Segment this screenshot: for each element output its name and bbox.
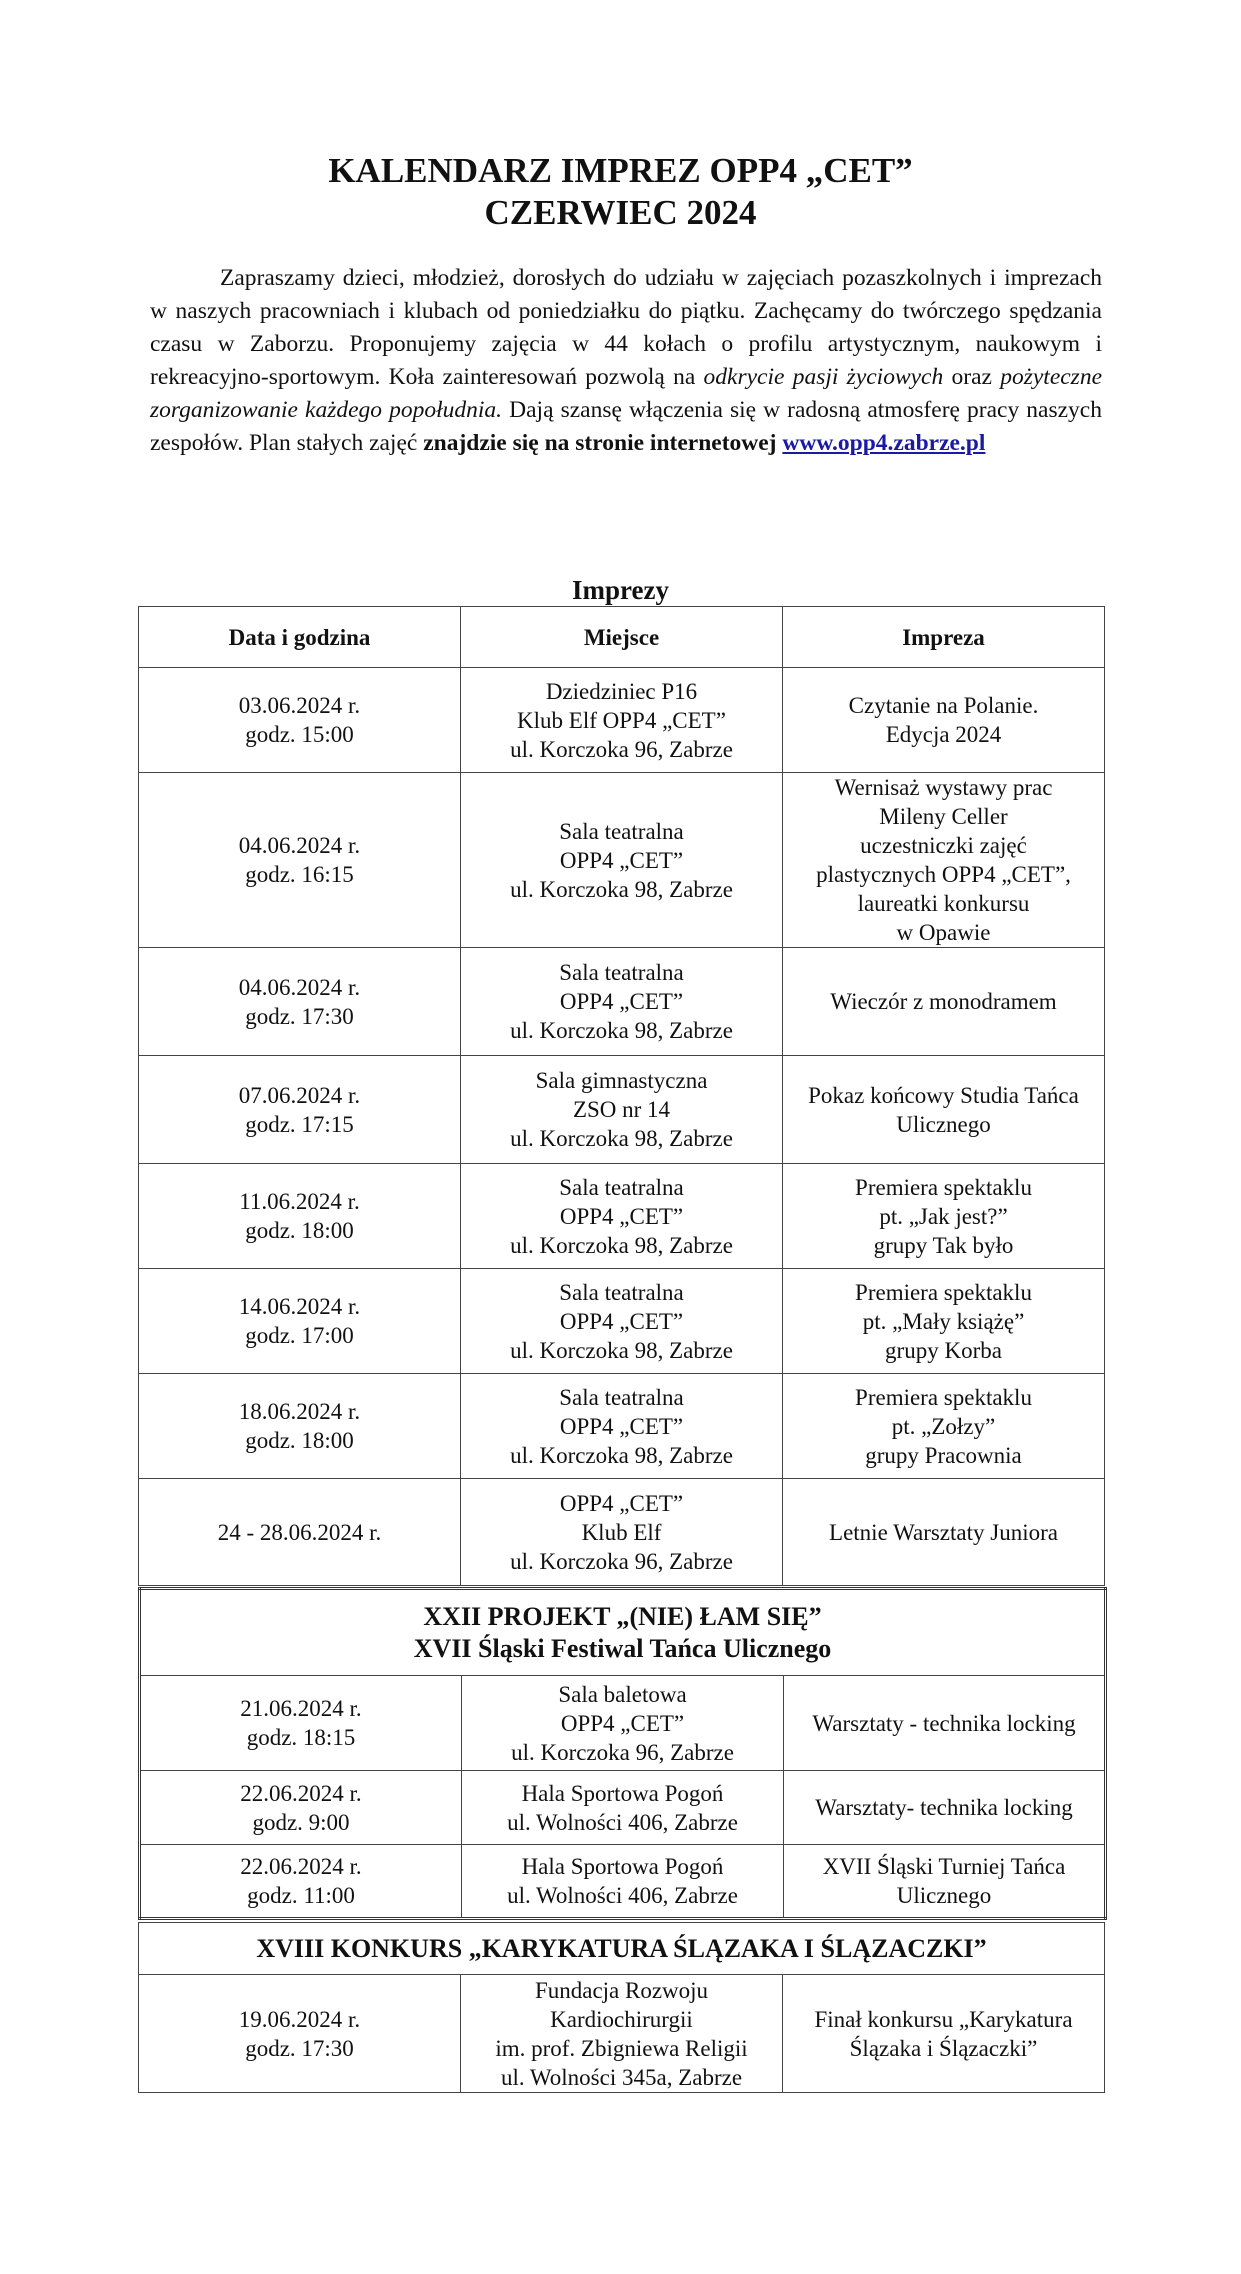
- project-table: [138, 1587, 1107, 1920]
- date-cell-line: 18.06.2024 r.: [238, 1399, 361, 1424]
- date-cell-line: godz. 18:15: [246, 1725, 356, 1750]
- events-table-body: [139, 668, 1105, 1586]
- place-cell-line: ul. Korczoka 96, Zabrze: [511, 1739, 734, 1765]
- event-cell-line: Pokaz końcowy Studia Tańca: [808, 1082, 1079, 1108]
- event-cell-line: Premiera spektaklu: [855, 1174, 1032, 1200]
- place-cell-line: ul. Wolności 406, Zabrze: [507, 1883, 738, 1908]
- place-cell: [461, 948, 783, 1056]
- table-row: [139, 1164, 1105, 1269]
- date-cell-line: 22.06.2024 r.: [240, 1780, 362, 1806]
- place-cell-line: OPP4 „CET”: [559, 1203, 684, 1229]
- place-cell-line: ul. Korczoka 98, Zabrze: [510, 1018, 733, 1043]
- place-cell: [462, 1676, 784, 1771]
- contest-table-body: [139, 1923, 1105, 2093]
- place-cell-line: Hala Sportowa Pogoń: [521, 1780, 724, 1806]
- intro-bold: znajdzie się na stronie internetowej: [423, 430, 777, 456]
- place-cell-line: Dziedziniec P16: [545, 678, 698, 704]
- place-cell-line: Sala gimnastyczna: [535, 1068, 708, 1093]
- table-row: [139, 1374, 1105, 1479]
- event-cell-line: Premiera spektaklu: [855, 1279, 1032, 1305]
- event-cell-line: Mileny Celler: [879, 804, 1008, 829]
- date-cell: [140, 1676, 462, 1771]
- date-cell-line: 03.06.2024 r.: [238, 693, 361, 718]
- date-cell-line: godz. 18:00: [245, 1428, 354, 1453]
- place-cell-line: Sala teatralna: [559, 960, 684, 985]
- event-cell: [783, 1374, 1105, 1479]
- date-cell-line: godz. 16:15: [245, 862, 354, 887]
- event-cell-line: pt. „Mały książę”: [862, 1308, 1025, 1334]
- date-cell: [139, 773, 461, 948]
- place-cell-line: OPP4 „CET”: [559, 1308, 684, 1334]
- place-cell-line: OPP4 „CET”: [559, 1413, 684, 1439]
- date-cell: [139, 1056, 461, 1164]
- place-cell-line: Sala teatralna: [559, 1174, 684, 1200]
- date-cell-line: godz. 18:00: [245, 1218, 354, 1243]
- event-cell-line: pt. „Jak jest?”: [879, 1203, 1008, 1229]
- table-row: [140, 1676, 1106, 1771]
- event-cell: [783, 1975, 1105, 2093]
- intro-paragraph: [150, 262, 1102, 460]
- events-table: [138, 606, 1105, 1586]
- date-cell-line: godz. 17:30: [245, 1003, 354, 1029]
- table-row: [139, 1056, 1105, 1164]
- place-cell-line: ul. Korczoka 98, Zabrze: [510, 1126, 733, 1151]
- place-cell-line: Sala teatralna: [559, 1279, 684, 1305]
- place-cell-line: OPP4 „CET”: [559, 847, 684, 873]
- place-cell-line: OPP4 „CET”: [559, 989, 684, 1014]
- event-cell-line: Wieczór z monodramem: [830, 989, 1057, 1014]
- date-cell: [140, 1771, 462, 1845]
- column-header: Miejsce: [461, 607, 783, 668]
- table-row: [140, 1845, 1106, 1919]
- event-cell: [783, 668, 1105, 773]
- event-cell: [783, 1479, 1105, 1586]
- place-cell-line: OPP4 „CET”: [560, 1710, 685, 1736]
- table-row: [139, 1479, 1105, 1586]
- place-cell: [461, 773, 783, 948]
- place-cell: [462, 1771, 784, 1845]
- date-cell: [139, 1164, 461, 1269]
- event-cell-line: grupy Pracownia: [865, 1442, 1022, 1468]
- event-cell-line: uczestniczki zajęć: [860, 833, 1027, 858]
- place-cell-line: ul. Korczoka 96, Zabrze: [510, 1548, 733, 1574]
- place-cell: [461, 1374, 783, 1479]
- intro-italic: odkrycie pasji życiowych: [703, 364, 944, 390]
- place-cell-line: Sala teatralna: [559, 1384, 684, 1410]
- event-cell-line: Wernisaż wystawy prac: [834, 775, 1053, 800]
- place-cell: [461, 668, 783, 773]
- place-cell-line: ul. Wolności 406, Zabrze: [507, 1809, 738, 1835]
- table-row: [139, 1269, 1105, 1374]
- website-link[interactable]: www.opp4.zabrze.pl: [782, 430, 986, 456]
- project-title-line: XXII PROJEKT „(NIE) ŁAM SIĘ”: [423, 1601, 822, 1631]
- event-cell: [784, 1845, 1106, 1919]
- project-subtitle-line: XVII Śląski Festiwal Tańca Ulicznego: [413, 1633, 832, 1663]
- place-cell-line: ul. Korczoka 96, Zabrze: [510, 736, 733, 762]
- event-cell-line: Edycja 2024: [885, 722, 1002, 747]
- event-cell-line: Letnie Warsztaty Juniora: [829, 1519, 1058, 1545]
- date-cell: [139, 1479, 461, 1586]
- table-row: [140, 1771, 1106, 1845]
- event-cell-line: Ulicznego: [896, 1883, 992, 1908]
- date-cell-line: godz. 15:00: [245, 722, 354, 747]
- project-title: [140, 1589, 1106, 1676]
- intro-text: Zapraszamy dzieci, młodzież, dorosłych do udziału w zajęciach pozaszkolnych i imprezach w naszych pracowniach i klubach od poniedziałku do piątku. Zachęcamy do twórczego spędzania czasu w Zaborzu. Proponujemy zajęcia w 44 kołach o profilu artystycznym, naukowym i rekreacyjno-sportowym. Koła zainteresowań pozwolą na: [150, 265, 1102, 390]
- date-cell-line: 11.06.2024 r.: [239, 1189, 360, 1214]
- contest-table: [138, 1922, 1105, 2093]
- column-header: Impreza: [783, 607, 1105, 668]
- date-cell-line: godz. 17:30: [245, 2035, 354, 2061]
- event-cell-line: Finał konkursu „Karykatura: [814, 2006, 1073, 2032]
- place-cell-line: ul. Korczoka 98, Zabrze: [510, 1232, 733, 1258]
- place-cell-line: Hala Sportowa Pogoń: [521, 1854, 724, 1879]
- place-cell-line: ul. Korczoka 98, Zabrze: [510, 1442, 733, 1468]
- intro-text: oraz: [943, 364, 1001, 390]
- event-cell-line: grupy Tak było: [873, 1232, 1014, 1258]
- event-cell-line: Premiera spektaklu: [855, 1384, 1032, 1410]
- place-cell: [461, 1269, 783, 1374]
- place-cell-line: Sala baletowa: [558, 1681, 687, 1707]
- place-cell-line: Sala teatralna: [559, 818, 684, 844]
- date-cell: [139, 1975, 461, 2093]
- event-cell-line: Ulicznego: [896, 1111, 991, 1137]
- event-cell-line: plastycznych OPP4 „CET”,: [816, 862, 1071, 887]
- date-cell-line: godz. 17:00: [245, 1323, 354, 1348]
- event-cell: [784, 1676, 1106, 1771]
- intro-italic: pożyteczne zorganizowanie każdego popołudnia.: [150, 364, 1103, 423]
- page-subtitle: CZERWIEC 2024: [484, 193, 757, 232]
- event-cell: [783, 773, 1105, 948]
- table-caption: Imprezy: [572, 575, 669, 605]
- place-cell-line: OPP4 „CET”: [559, 1490, 684, 1516]
- event-cell: [783, 948, 1105, 1056]
- date-cell: [139, 668, 461, 773]
- event-cell-line: w Opawie: [896, 920, 991, 945]
- date-cell-line: 14.06.2024 r.: [238, 1294, 361, 1319]
- page-title: KALENDARZ IMPREZ OPP4 „CET”: [328, 151, 913, 190]
- date-cell-line: godz. 11:00: [247, 1883, 355, 1908]
- date-cell-line: godz. 17:15: [245, 1111, 354, 1137]
- place-cell-line: ul. Korczoka 98, Zabrze: [510, 876, 733, 902]
- place-cell: [462, 1845, 784, 1919]
- date-cell-line: 07.06.2024 r.: [238, 1082, 361, 1108]
- event-cell: [784, 1771, 1106, 1845]
- date-cell-line: 04.06.2024 r.: [238, 833, 361, 858]
- date-cell-line: godz. 9:00: [252, 1809, 350, 1835]
- place-cell-line: im. prof. Zbigniewa Religii: [495, 2035, 748, 2061]
- event-cell-line: Warsztaty- technika locking: [815, 1795, 1073, 1820]
- date-cell: [139, 1374, 461, 1479]
- table-row: [139, 1975, 1105, 2093]
- event-cell-line: laureatki konkursu: [857, 891, 1030, 916]
- place-cell-line: ZSO nr 14: [572, 1097, 671, 1122]
- event-cell-line: Ślązaka i Ślązaczki”: [849, 2035, 1038, 2061]
- place-cell-line: Klub Elf: [581, 1519, 662, 1545]
- contest-title: XVIII KONKURS „KARYKATURA ŚLĄZAKA I ŚLĄZACZKI”: [139, 1923, 1105, 1975]
- section-header-row: [140, 1589, 1106, 1676]
- place-cell-line: Kardiochirurgii: [550, 2006, 693, 2032]
- event-cell-line: Warsztaty - technika locking: [812, 1710, 1076, 1736]
- place-cell: [461, 1975, 783, 2093]
- date-cell-line: 24 - 28.06.2024 r.: [217, 1519, 382, 1545]
- date-cell: [139, 1269, 461, 1374]
- place-cell: [461, 1479, 783, 1586]
- table-row: [139, 773, 1105, 948]
- event-cell-line: grupy Korba: [885, 1337, 1002, 1363]
- place-cell-line: Klub Elf OPP4 „CET”: [517, 707, 726, 733]
- event-cell: [783, 1269, 1105, 1374]
- date-cell: [140, 1845, 462, 1919]
- date-cell-line: 19.06.2024 r.: [238, 2006, 361, 2032]
- place-cell-line: ul. Korczoka 98, Zabrze: [510, 1337, 733, 1363]
- event-cell-line: pt. „Zołzy”: [891, 1413, 996, 1439]
- table-header-row: [139, 607, 1105, 668]
- place-cell-line: Fundacja Rozwoju: [534, 1977, 709, 2003]
- event-cell-line: Czytanie na Polanie.: [848, 693, 1039, 718]
- column-header: Data i godzina: [139, 607, 461, 668]
- date-cell-line: 21.06.2024 r.: [240, 1696, 362, 1721]
- date-cell-line: 04.06.2024 r.: [238, 974, 361, 1000]
- project-table-body: [140, 1589, 1106, 1919]
- intro-text: Dają szansę włączenia się w radosną atmosferę pracy naszych zespołów. Plan stałych zajęć: [150, 397, 1102, 456]
- place-cell: [461, 1056, 783, 1164]
- table-row: [139, 668, 1105, 773]
- date-cell: [139, 948, 461, 1056]
- event-cell: [783, 1056, 1105, 1164]
- section-header-row: [139, 1923, 1105, 1975]
- date-cell-line: 22.06.2024 r.: [240, 1854, 362, 1879]
- event-cell-line: XVII Śląski Turniej Tańca: [822, 1854, 1066, 1879]
- table-row: [139, 948, 1105, 1056]
- place-cell-line: ul. Wolności 345a, Zabrze: [500, 2064, 743, 2090]
- event-cell: [783, 1164, 1105, 1269]
- place-cell: [461, 1164, 783, 1269]
